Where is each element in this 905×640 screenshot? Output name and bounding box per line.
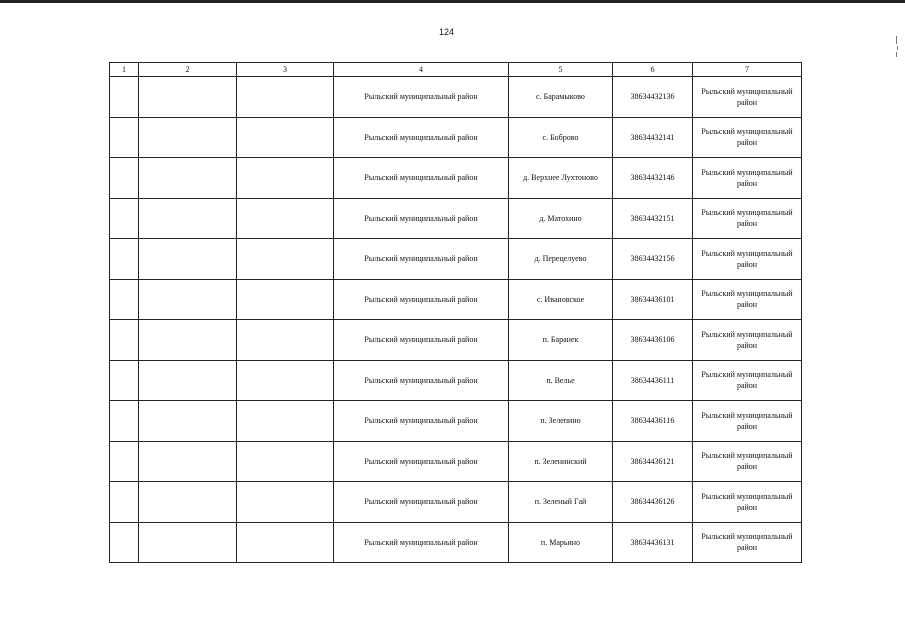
table-row xyxy=(110,158,802,199)
cell-code: 38634436106 xyxy=(613,320,693,361)
cell-district-col7: Рыльский муниципальный район xyxy=(693,401,802,442)
cell-district-col7: Рыльский муниципальный район xyxy=(693,482,802,523)
cell-col3 xyxy=(237,239,334,280)
table-row xyxy=(110,441,802,482)
cell-col2 xyxy=(139,360,237,401)
table-row xyxy=(110,401,802,442)
column-header-5: 5 xyxy=(509,63,613,77)
scan-mark xyxy=(896,36,897,44)
cell-col1 xyxy=(110,117,139,158)
cell-col1 xyxy=(110,158,139,199)
cell-settlement: п. Баранек xyxy=(509,320,613,361)
cell-col1 xyxy=(110,279,139,320)
cell-code: 38634432141 xyxy=(613,117,693,158)
table-row xyxy=(110,320,802,361)
cell-code: 38634432156 xyxy=(613,239,693,280)
column-header-2: 2 xyxy=(139,63,237,77)
cell-code: 38634432151 xyxy=(613,198,693,239)
cell-col2 xyxy=(139,239,237,280)
cell-district: Рыльский муниципальный район xyxy=(334,198,509,239)
cell-col2 xyxy=(139,320,237,361)
cell-code: 38634436131 xyxy=(613,522,693,563)
column-header-4: 4 xyxy=(334,63,509,77)
cell-col3 xyxy=(237,158,334,199)
cell-col2 xyxy=(139,522,237,563)
cell-col2 xyxy=(139,77,237,118)
cell-code: 38634436126 xyxy=(613,482,693,523)
cell-district-col7: Рыльский муниципальный район xyxy=(693,239,802,280)
cell-district: Рыльский муниципальный район xyxy=(334,279,509,320)
table-row xyxy=(110,279,802,320)
cell-col1 xyxy=(110,441,139,482)
cell-district: Рыльский муниципальный район xyxy=(334,482,509,523)
cell-district-col7: Рыльский муниципальный район xyxy=(693,441,802,482)
cell-col2 xyxy=(139,441,237,482)
cell-settlement: п. Марьино xyxy=(509,522,613,563)
page-number: 124 xyxy=(438,27,455,37)
cell-col3 xyxy=(237,522,334,563)
cell-code: 38634436116 xyxy=(613,401,693,442)
cell-district: Рыльский муниципальный район xyxy=(334,441,509,482)
column-header-7: 7 xyxy=(693,63,802,77)
cell-district-col7: Рыльский муниципальный район xyxy=(693,77,802,118)
cell-col2 xyxy=(139,117,237,158)
cell-district: Рыльский муниципальный район xyxy=(334,360,509,401)
cell-district: Рыльский муниципальный район xyxy=(334,158,509,199)
cell-col3 xyxy=(237,320,334,361)
cell-district: Рыльский муниципальный район xyxy=(334,239,509,280)
table-row xyxy=(110,482,802,523)
cell-district: Рыльский муниципальный район xyxy=(334,117,509,158)
table-row xyxy=(110,117,802,158)
cell-settlement: п. Зеленинский xyxy=(509,441,613,482)
cell-col3 xyxy=(237,279,334,320)
cell-col3 xyxy=(237,198,334,239)
cell-col1 xyxy=(110,401,139,442)
table-row xyxy=(110,360,802,401)
scan-mark xyxy=(897,46,898,50)
cell-district-col7: Рыльский муниципальный район xyxy=(693,360,802,401)
table-row xyxy=(110,77,802,118)
settlements-table xyxy=(109,62,802,563)
cell-settlement: п. Велье xyxy=(509,360,613,401)
column-header-1: 1 xyxy=(110,63,139,77)
cell-code: 38634436101 xyxy=(613,279,693,320)
cell-code: 38634436111 xyxy=(613,360,693,401)
cell-col1 xyxy=(110,482,139,523)
cell-settlement: д. Верхнее Лухтоново xyxy=(509,158,613,199)
table-header-row xyxy=(110,63,802,77)
cell-col2 xyxy=(139,158,237,199)
cell-col2 xyxy=(139,482,237,523)
cell-col1 xyxy=(110,239,139,280)
cell-district-col7: Рыльский муниципальный район xyxy=(693,117,802,158)
cell-district-col7: Рыльский муниципальный район xyxy=(693,522,802,563)
scan-mark xyxy=(896,52,897,57)
cell-district-col7: Рыльский муниципальный район xyxy=(693,158,802,199)
cell-col1 xyxy=(110,360,139,401)
cell-code: 38634432146 xyxy=(613,158,693,199)
column-header-3: 3 xyxy=(237,63,334,77)
cell-code: 38634432136 xyxy=(613,77,693,118)
cell-col2 xyxy=(139,401,237,442)
cell-settlement: п. Зелепино xyxy=(509,401,613,442)
cell-settlement: с. Барамыково xyxy=(509,77,613,118)
cell-district-col7: Рыльский муниципальный район xyxy=(693,279,802,320)
table-row xyxy=(110,198,802,239)
cell-col1 xyxy=(110,77,139,118)
column-header-6: 6 xyxy=(613,63,693,77)
cell-district-col7: Рыльский муниципальный район xyxy=(693,198,802,239)
table-row xyxy=(110,239,802,280)
cell-col3 xyxy=(237,441,334,482)
cell-col1 xyxy=(110,522,139,563)
cell-settlement: д. Перецелуево xyxy=(509,239,613,280)
page-top-border xyxy=(0,0,905,3)
cell-district: Рыльский муниципальный район xyxy=(334,522,509,563)
cell-col1 xyxy=(110,320,139,361)
cell-settlement: п. Зеленый Гай xyxy=(509,482,613,523)
cell-district-col7: Рыльский муниципальный район xyxy=(693,320,802,361)
cell-col1 xyxy=(110,198,139,239)
cell-settlement: с. Боброво xyxy=(509,117,613,158)
cell-col3 xyxy=(237,117,334,158)
cell-col3 xyxy=(237,401,334,442)
cell-col2 xyxy=(139,198,237,239)
cell-code: 38634436121 xyxy=(613,441,693,482)
cell-district: Рыльский муниципальный район xyxy=(334,320,509,361)
cell-col2 xyxy=(139,279,237,320)
cell-settlement: д. Матохино xyxy=(509,198,613,239)
cell-col3 xyxy=(237,360,334,401)
cell-col3 xyxy=(237,77,334,118)
table-row xyxy=(110,522,802,563)
cell-district: Рыльский муниципальный район xyxy=(334,77,509,118)
cell-col3 xyxy=(237,482,334,523)
cell-settlement: с. Ивановское xyxy=(509,279,613,320)
cell-district: Рыльский муниципальный район xyxy=(334,401,509,442)
